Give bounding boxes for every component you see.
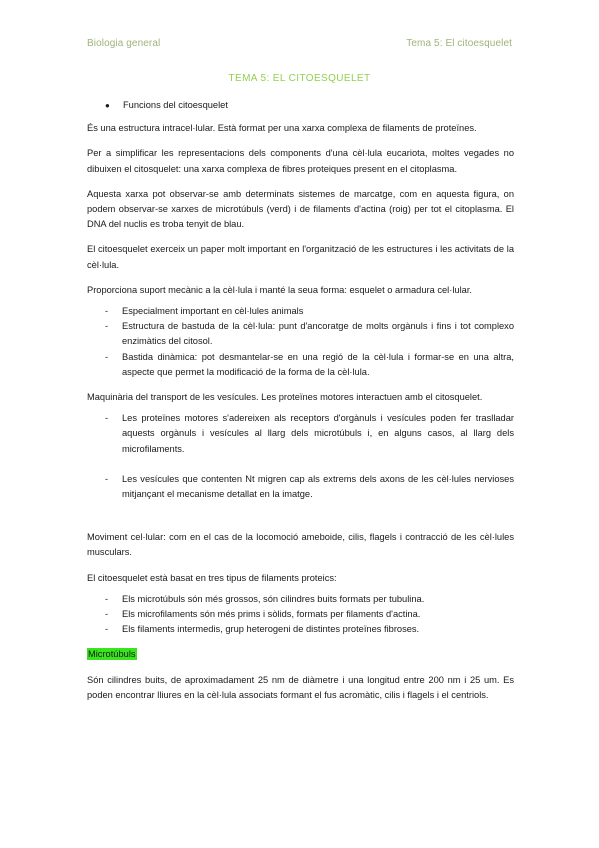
- header-right: Tema 5: El citoesquelet: [406, 38, 512, 49]
- list-item: - Les vesícules que contenten Nt migren cap als extrems dels axons de les cèl·lules nervioses mitjançant el mecanisme detallat en la imatge.: [87, 472, 514, 502]
- section-heading-highlight: Microtúbuls: [88, 649, 136, 660]
- paragraph-9: Són cilindres buits, de aproximadament 25 nm de diàmetre i una longitud entre 200 nm i 25 um. Es poden encontrar lliures en la cèl·lula associats formant el fus acromàtic, cilis i flagels i el centriols.: [87, 674, 514, 700]
- list-item: - Les proteïnes motores s'adereixen als receptors d'orgànuls i vesícules poden fer traslladar aquests orgànuls i vesícules al llarg dels microtúbuls i, en alguns casos, al llarg dels microfilaments.: [87, 411, 514, 457]
- paragraph-2: Per a simplificar les representacions dels components d'una cèl·lula eucariota, moltes vegades no dibuixen el citosquelet: una xarxa complexa de fibres proteiques present en el citoplasma.: [87, 148, 514, 174]
- dash-mark: -: [105, 321, 109, 332]
- bullet-dot-icon: ●: [105, 101, 110, 110]
- list-item: - Els microfilaments són més prims i sòlids, formats per filaments d'actina.: [87, 607, 514, 622]
- bullet-text: Funcions del citoesquelet: [123, 100, 228, 110]
- filaments-list: [87, 592, 514, 638]
- paragraph-7: Moviment cel·lular: com en el cas de la locomoció ameboide, cilis, flagels i contracció de les cèl·lules musculars.: [87, 532, 514, 558]
- support-list: [87, 304, 514, 380]
- list-item: - Especialment important en cèl·lules animals: [87, 304, 514, 319]
- list-item: - Els filaments intermedis, grup heterogeni de distintes proteïnes fibroses.: [87, 622, 514, 637]
- paragraph-8: El citoesquelet està basat en tres tipus de filaments proteics:: [87, 572, 337, 583]
- dash-mark: -: [105, 624, 109, 635]
- dash-mark: -: [105, 473, 109, 484]
- bullet-item: [105, 98, 514, 113]
- dash-mark: -: [105, 306, 109, 317]
- header-left: Biologia general: [87, 38, 161, 49]
- list-item: - Bastida dinàmica: pot desmantelar-se en una regió de la cèl·lula i formar-se en una altra, aspecte que permet la modificació de la forma de la cèl·lula.: [87, 350, 514, 380]
- page-title: TEMA 5: EL CITOESQUELET: [228, 73, 371, 84]
- paragraph-4: El citoesquelet exerceix un paper molt important en l'organització de les estructures i les activitats de la cèl·lula.: [87, 244, 514, 270]
- dash-mark: -: [105, 593, 109, 604]
- dash-mark: -: [105, 413, 109, 424]
- paragraph-5: Proporciona suport mecànic a la cèl·lula i manté la seua forma: esquelet o armadura cel·lular.: [87, 284, 472, 295]
- list-item: - Els microtúbuls són més grossos, són cilindres buits formats per tubulina.: [87, 592, 514, 607]
- dash-mark: -: [105, 351, 109, 362]
- document-body: [87, 98, 514, 703]
- transport-list: [87, 411, 514, 502]
- paragraph-6: Maquinària del transport de les vesícules. Les proteïnes motores interactuen amb el citosquelet.: [87, 392, 483, 403]
- list-item: - Estructura de bastuda de la cèl·lula: punt d'ancoratge de molts orgànuls i fins i tot complexo enzimàtics del citosol.: [87, 319, 514, 349]
- dash-mark: -: [105, 609, 109, 620]
- paragraph-1: És una estructura intracel·lular. Està format per una xarxa complexa de filaments de proteïnes.: [87, 123, 477, 134]
- paragraph-3: Aquesta xarxa pot observar-se amb determinats sistemes de marcatge, com en aquesta figura, on podem observar-se xarxes de microtúbuls (verd) i de filaments d'actina (roig) per tot el citoplasma. El DNA del nuclis es troba tenyit de blau.: [87, 188, 514, 230]
